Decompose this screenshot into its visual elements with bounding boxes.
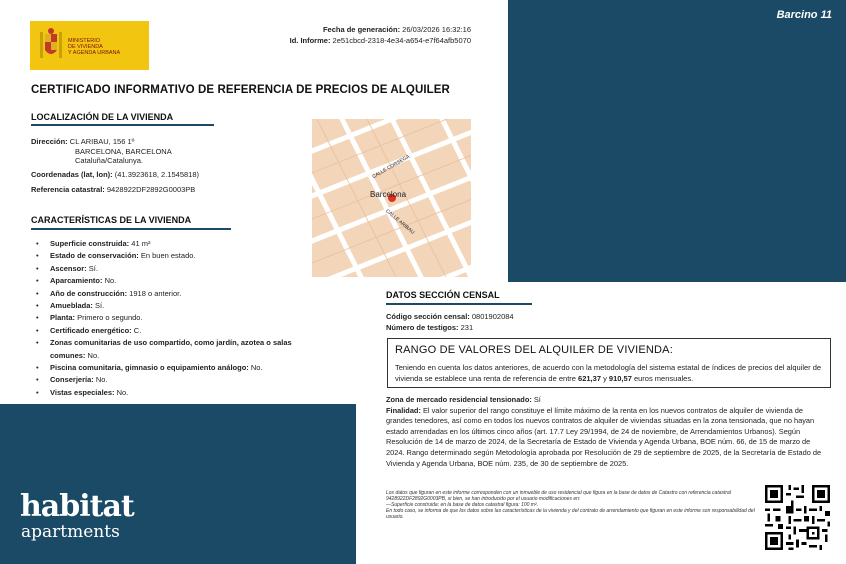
list-item: • Zonas comunitarias de uso compartido, como jardín, azotea o salas comunes: No. bbox=[36, 337, 306, 362]
list-item: • Certificado energético: C. bbox=[36, 325, 306, 337]
ministry-logo bbox=[30, 21, 149, 70]
ministry-name: MINISTERIO DE VIVIENDA Y AGENDA URBANA bbox=[68, 38, 121, 56]
rent-range-box bbox=[387, 338, 831, 388]
report-id: 2e51cbcd-2318-4e34-a654-e7f64afb5070 bbox=[332, 36, 471, 45]
page-title: CERTIFICADO INFORMATIVO DE REFERENCIA DE PRECIOS DE ALQUILER bbox=[31, 84, 450, 96]
map-street-label: CALLE CORSEGA bbox=[371, 153, 411, 181]
location-heading: LOCALIZACIÓN DE LA VIVIENDA bbox=[31, 112, 174, 122]
section-divider bbox=[386, 303, 532, 305]
features-list bbox=[36, 238, 306, 399]
list-item: • Ascensor: Sí. bbox=[36, 263, 306, 275]
map-street-label: CALLE ARIBAU bbox=[384, 208, 416, 236]
list-item: • Aparcamiento: No. bbox=[36, 275, 306, 287]
section-divider bbox=[31, 228, 231, 230]
map-city-label: Barcelona bbox=[370, 190, 407, 199]
list-item: • Vistas especiales: No. bbox=[36, 387, 306, 399]
list-item: • Conserjería: No. bbox=[36, 374, 306, 386]
qr-code-icon bbox=[765, 485, 830, 550]
generation-date: 26/03/2026 16:32:16 bbox=[402, 25, 471, 34]
address: Dirección: CL ARIBAU, 156 1º BARCELONA, BARCELONA Cataluña/Catalunya. bbox=[31, 137, 172, 165]
rent-range-text: Teniendo en cuenta los datos anteriores, de acuerdo con la metodología del sistema estatal de índices de precios del alquiler de vivienda se establece una renta de referencia de entre 621,37 y 910,57 euros mensuales. bbox=[395, 363, 822, 383]
list-item: • Piscina comunitaria, gimnasio o equipamiento análogo: No. bbox=[36, 362, 306, 374]
coat-of-arms-icon bbox=[38, 28, 64, 62]
list-item: • Amueblada: Sí. bbox=[36, 300, 306, 312]
brand-logo: habitat apartments bbox=[20, 489, 134, 542]
features-heading: CARACTERÍSTICAS DE LA VIVIENDA bbox=[31, 215, 192, 225]
corner-tag: Barcino 11 bbox=[776, 9, 832, 21]
report-meta: Fecha de generación: 26/03/2026 16:32:16 Id. Informe: 2e51cbcd-2318-4e34-a654-e7f64afb5070 bbox=[289, 25, 471, 45]
section-divider bbox=[31, 124, 214, 126]
witness-count: Número de testigos: 231 bbox=[386, 323, 474, 332]
purpose-text: Zona de mercado residencial tensionado: Sí Finalidad: El valor superior del rango constituye el límite máximo de la renta en los nuevos contratos de alquiler de vivienda de grandes tenedores, así como en todos los nuevos contratos de alquiler de viviendas situadas en la zona tensionada, que no hayan estado arrendadas en los últimos cinco años (art. 17.7 Ley 29/1994, de 24 de noviembre, de Arrendamientos Urbanos). Según Resolución de 14 de marzo de 2024, de la Secretaría de Estado de Vivienda y Agenda Urbana, BOE núm. 66, de 15 de marzo de 2024. Rango determinado según Metodología aprobada por Resolución de 29 de septiembre de 2025, de la Secretaría de Estado de Vivienda y Agenda Urbana, BOE núm. 235, de 30 de septiembre de 2025. bbox=[386, 395, 822, 468]
footnote: Los datos que figuran en este informe corresponden con un inmueble de uso residencial que figura en la base de datos de Catastro con referencia catastral 9428922DF2892G0003PB, si bien, se han introducido por el usuario modificaciones en: —Superficie construida: en la base de datos catastral figura: 100 m². En todo caso, se informa de que los datos sobre las características de la vivienda y del contrato de arrendamiento que figuran en este informe son responsabilidad del usuario. bbox=[386, 490, 755, 520]
rent-range-title: RANGO DE VALORES DEL ALQUILER DE VIVIENDA: bbox=[395, 344, 673, 356]
coordinates: Coordenadas (lat, lon): (41.3923618, 2.1545818) bbox=[31, 170, 200, 179]
cadastral-reference: Referencia catastral: 9428922DF2892G0003PB bbox=[31, 185, 196, 194]
rent-max: 910,57 bbox=[608, 373, 632, 383]
list-item: • Año de construcción: 1918 o anterior. bbox=[36, 288, 306, 300]
rent-min: 621,37 bbox=[578, 373, 601, 383]
census-heading: DATOS SECCIÓN CENSAL bbox=[386, 290, 500, 300]
location-map bbox=[312, 119, 471, 277]
list-item: • Planta: Primero o segundo. bbox=[36, 312, 306, 324]
census-code: Código sección censal: 0801902084 bbox=[386, 312, 514, 321]
list-item: • Estado de conservación: En buen estado. bbox=[36, 250, 306, 262]
certificate-page-2 bbox=[356, 282, 846, 564]
list-item: • Superficie construida: 41 m² bbox=[36, 238, 306, 250]
